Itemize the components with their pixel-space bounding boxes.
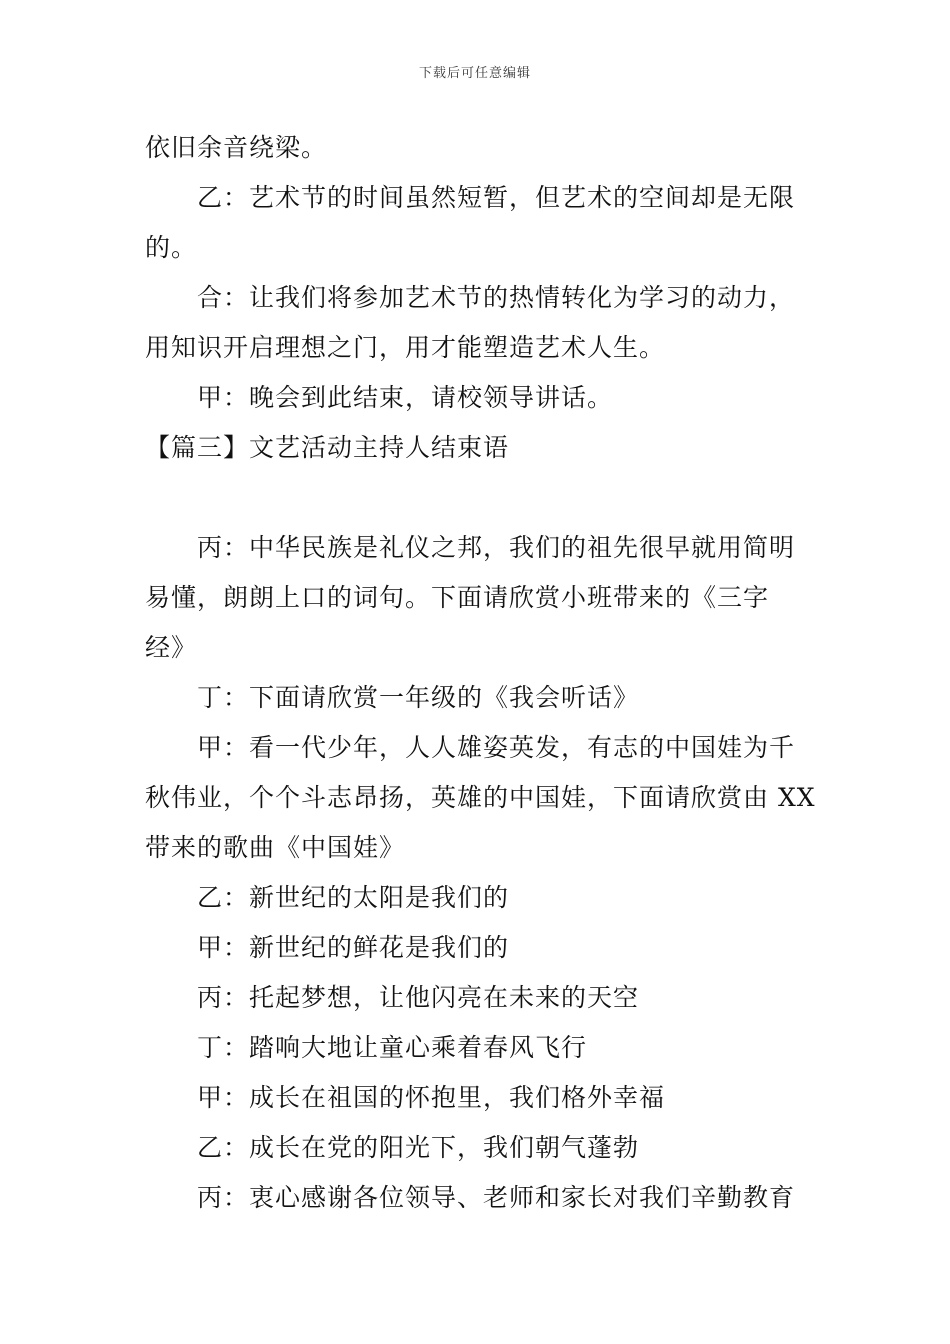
paragraph-line: 丁：下面请欣赏一年级的《我会听话》 (197, 683, 640, 712)
paragraph-line: 乙：成长在党的阳光下，我们朝气蓬勃 (197, 1133, 640, 1162)
paragraph-line: 丙：中华民族是礼仪之邦，我们的祖先很早就用简明 (197, 533, 796, 562)
paragraph-line: 丙：托起梦想，让他闪亮在未来的天空 (197, 983, 640, 1012)
paragraph-line: 依旧余音绕梁。 (145, 133, 328, 162)
page-header: 下载后可任意编辑 (418, 66, 531, 81)
section-heading: 【篇三】文艺活动主持人结束语 (145, 433, 510, 462)
paragraph-line: 秋伟业，个个斗志昂扬，英雄的中国娃，下面请欣赏由 XX (145, 783, 816, 812)
paragraph-line: 带来的歌曲《中国娃》 (145, 833, 406, 862)
paragraph-line: 甲：晚会到此结束，请校领导讲话。 (197, 383, 614, 412)
paragraph-line: 丁：踏响大地让童心乘着春风飞行 (197, 1033, 588, 1062)
paragraph-line: 丙：衷心感谢各位领导、老师和家长对我们辛勤教育 (197, 1183, 796, 1212)
paragraph-line: 易懂，朗朗上口的词句。下面请欣赏小班带来的《三字 (145, 583, 770, 612)
paragraph-line: 乙：艺术节的时间虽然短暂，但艺术的空间却是无限 (197, 183, 796, 212)
paragraph-line: 甲：看一代少年，人人雄姿英发，有志的中国娃为千 (197, 733, 796, 762)
paragraph-line: 乙：新世纪的太阳是我们的 (197, 883, 510, 912)
paragraph-line: 的。 (145, 233, 198, 262)
paragraph-line: 合：让我们将参加艺术节的热情转化为学习的动力， (197, 283, 796, 312)
paragraph-line: 用知识开启理想之门，用才能塑造艺术人生。 (145, 333, 666, 362)
paragraph-line: 经》 (145, 633, 198, 662)
paragraph-line: 甲：成长在祖国的怀抱里，我们格外幸福 (197, 1083, 666, 1112)
paragraph-line: 甲：新世纪的鲜花是我们的 (197, 933, 510, 962)
